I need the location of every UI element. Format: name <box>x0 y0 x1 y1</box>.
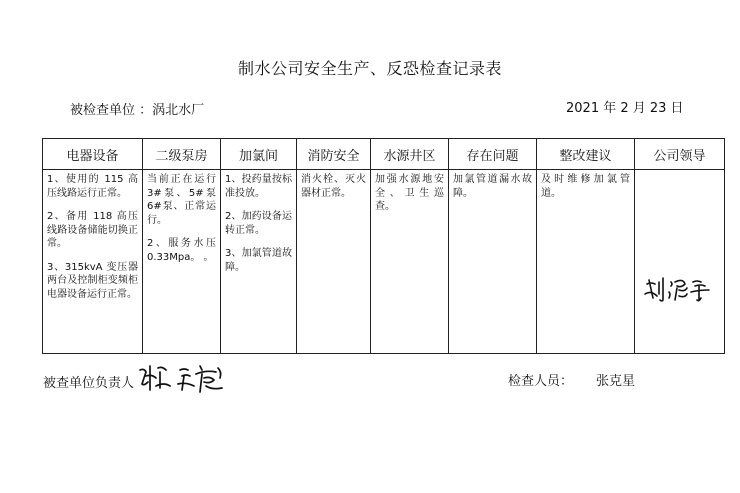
header-suggestions: 整改建议 <box>537 139 635 170</box>
responsible-person-label: 被查单位负责人 <box>43 376 135 391</box>
water-source-cell <box>371 170 449 354</box>
header-pump-room: 二级泵房 <box>143 139 221 170</box>
water-source-text: 加强水源地安全、卫生巡查。 <box>375 174 444 212</box>
pump-room-cell <box>143 170 221 354</box>
suggestions-text: 及时维修加氯管道。 <box>541 174 630 199</box>
problems-cell <box>449 170 537 354</box>
pump-room-item-1: 当前正在运行 3#泵、5#泵 6#泵、正常运行。 <box>147 174 216 226</box>
fire-safety-text: 消火栓、灭火器材正常。 <box>301 174 366 199</box>
inspector-name: 张克星 <box>596 374 636 389</box>
document-title: 制水公司安全生产、反恐检查记录表 <box>237 59 502 78</box>
chlorination-item-2: 2、加药设备运转正常。 <box>225 211 292 236</box>
chlorination-cell <box>221 170 297 354</box>
inspected-unit-name: 涡北水厂 <box>152 103 205 118</box>
electrical-item-1: 1、使用的 115 高压线路运行正常。 <box>47 174 138 199</box>
header-chlorination: 加氯间 <box>221 139 297 170</box>
chlorination-item-1: 1、投药量按标准投放。 <box>225 174 292 199</box>
electrical-cell <box>43 170 143 354</box>
inspected-unit-label: 被检查单位 ： <box>70 103 153 118</box>
inspected-unit-line <box>70 99 204 118</box>
responsible-signature <box>136 360 246 398</box>
fire-safety-cell <box>297 170 371 354</box>
problems-text: 加氯管道漏水故障。 <box>453 174 532 199</box>
header-water-source: 水源井区 <box>371 139 449 170</box>
header-row <box>43 139 725 170</box>
header-leader: 公司领导 <box>635 139 725 170</box>
header-fire-safety: 消防安全 <box>297 139 371 170</box>
content-row <box>43 170 725 354</box>
suggestions-cell <box>537 170 635 354</box>
chlorination-item-3: 3、加氯管道故障。 <box>225 248 292 273</box>
inspector-label: 检查人员： <box>508 374 574 389</box>
inspection-date: 2021 年 2 月 23 日 <box>566 101 684 116</box>
inspection-table <box>42 138 725 354</box>
pump-room-item-2: 2、服务水压 0.33Mpa。 。 <box>147 238 216 263</box>
header-problems: 存在问题 <box>449 139 537 170</box>
header-electrical: 电器设备 <box>43 139 143 170</box>
leader-cell <box>635 170 725 354</box>
leader-signature <box>641 274 721 306</box>
electrical-item-3: 3、315kvA 变压器两台及控制柜变频柜电器设备运行正常。 <box>47 261 138 300</box>
electrical-item-2: 2、备用 118 高压线路设备储能切换正常。 <box>47 211 138 249</box>
